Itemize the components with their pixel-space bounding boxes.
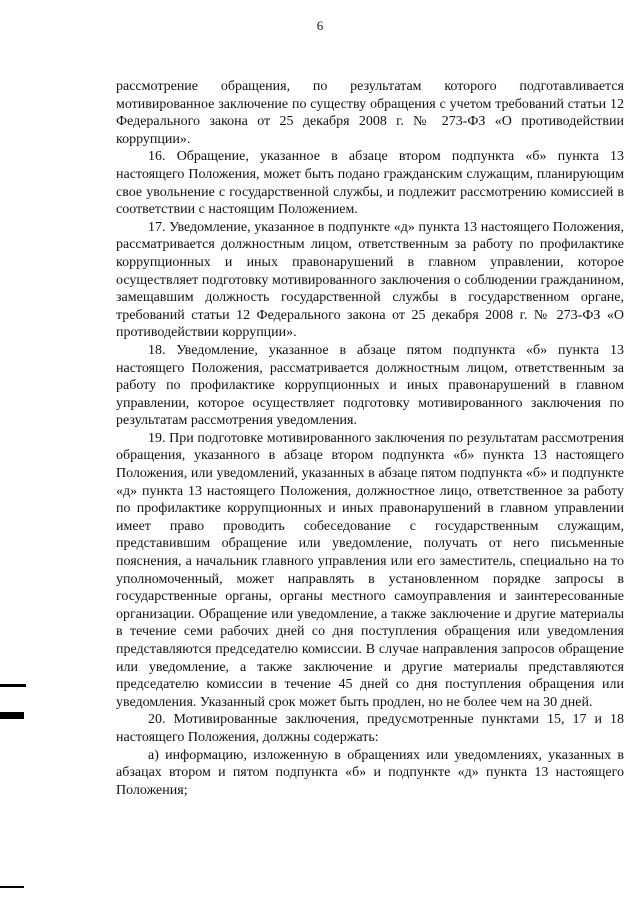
paragraph-19: 19. При подготовке мотивированного заключения по результатам рассмотрения обращения, указанного в абзаце втором подпункта «б» пункта 13 настоящего Положения, или уведомлений, указанных в абзаце пятом подпункта «б» и подпункте «д» пункта 13 настоящего Положения, должностное лицо, ответственное за работу по профилактике коррупционных и иных правонарушений в главном управлении имеет право проводить собеседование с государственным служащим, представившим обращение или уведомление, получать от него письменные пояснения, а начальник главного управления или его заместитель, специально на то уполномоченный, может направлять в установленном порядке запросы в государственные органы, органы местного самоуправления и заинтересованные организации. Обращение или уведомление, а также заключение и другие материалы в течение семи рабочих дней со дня поступления обращения или уведомления представляются председателю комиссии. В случае направления запросов обращение или уведомление, а также заключение и другие материалы представляются председателю комиссии в течение 45 дней со дня поступления обращения или уведомления. Указанный срок может быть продлен, но не более чем на 30 дней.	[116, 430, 624, 710]
scan-margin-mark	[0, 886, 24, 888]
paragraph-20: 20. Мотивированные заключения, предусмотренные пунктами 15, 17 и 18 настоящего Положения, должны содержать:	[116, 712, 624, 745]
scan-margin-mark	[0, 684, 26, 687]
paragraph-17: 17. Уведомление, указанное в подпункте «д» пункта 13 настоящего Положения, рассматривается должностным лицом, ответственным за работу по профилактике коррупционных и иных правонарушений в главном управлении, которое осуществляет подготовку мотивированного заключения о соблюдении гражданином, замещавшим должность государственной службы в государственном органе, требований статьи 12 Федерального закона от 25 декабря 2008 г. № 273-ФЗ «О противодействии коррупции».	[116, 219, 624, 341]
page-number: 6	[316, 18, 324, 33]
paragraph-16: 16. Обращение, указанное в абзаце втором подпункта «б» пункта 13 настоящего Положения, может быть подано гражданским служащим, планирующим свое увольнение с государственной службы, и подлежит рассмотрению комиссией в соответствии с настоящим Положением.	[116, 149, 624, 218]
scan-margin-mark	[0, 712, 24, 719]
document-body	[116, 78, 624, 799]
paragraph-18: 18. Уведомление, указанное в абзаце пятом подпункта «б» пункта 13 настоящего Положения, рассматривается должностным лицом, ответственным за работу по профилактике коррупционных и иных правонарушений в главном управлении, которое осуществляет подготовку мотивированного заключения по результатам рассмотрения уведомления.	[116, 342, 624, 429]
paragraph-continuation: рассмотрение обращения, по результатам которого подготавливается мотивированное заключение по существу обращения с учетом требований статьи 12 Федерального закона от 25 декабря 2008 г. № 273-ФЗ «О противодействии коррупции».	[116, 79, 624, 147]
paragraph-20-a: а) информацию, изложенную в обращениях или уведомлениях, указанных в абзацах втором и пятом подпункта «б» и подпункте «д» пункта 13 настоящего Положения;	[116, 747, 624, 798]
